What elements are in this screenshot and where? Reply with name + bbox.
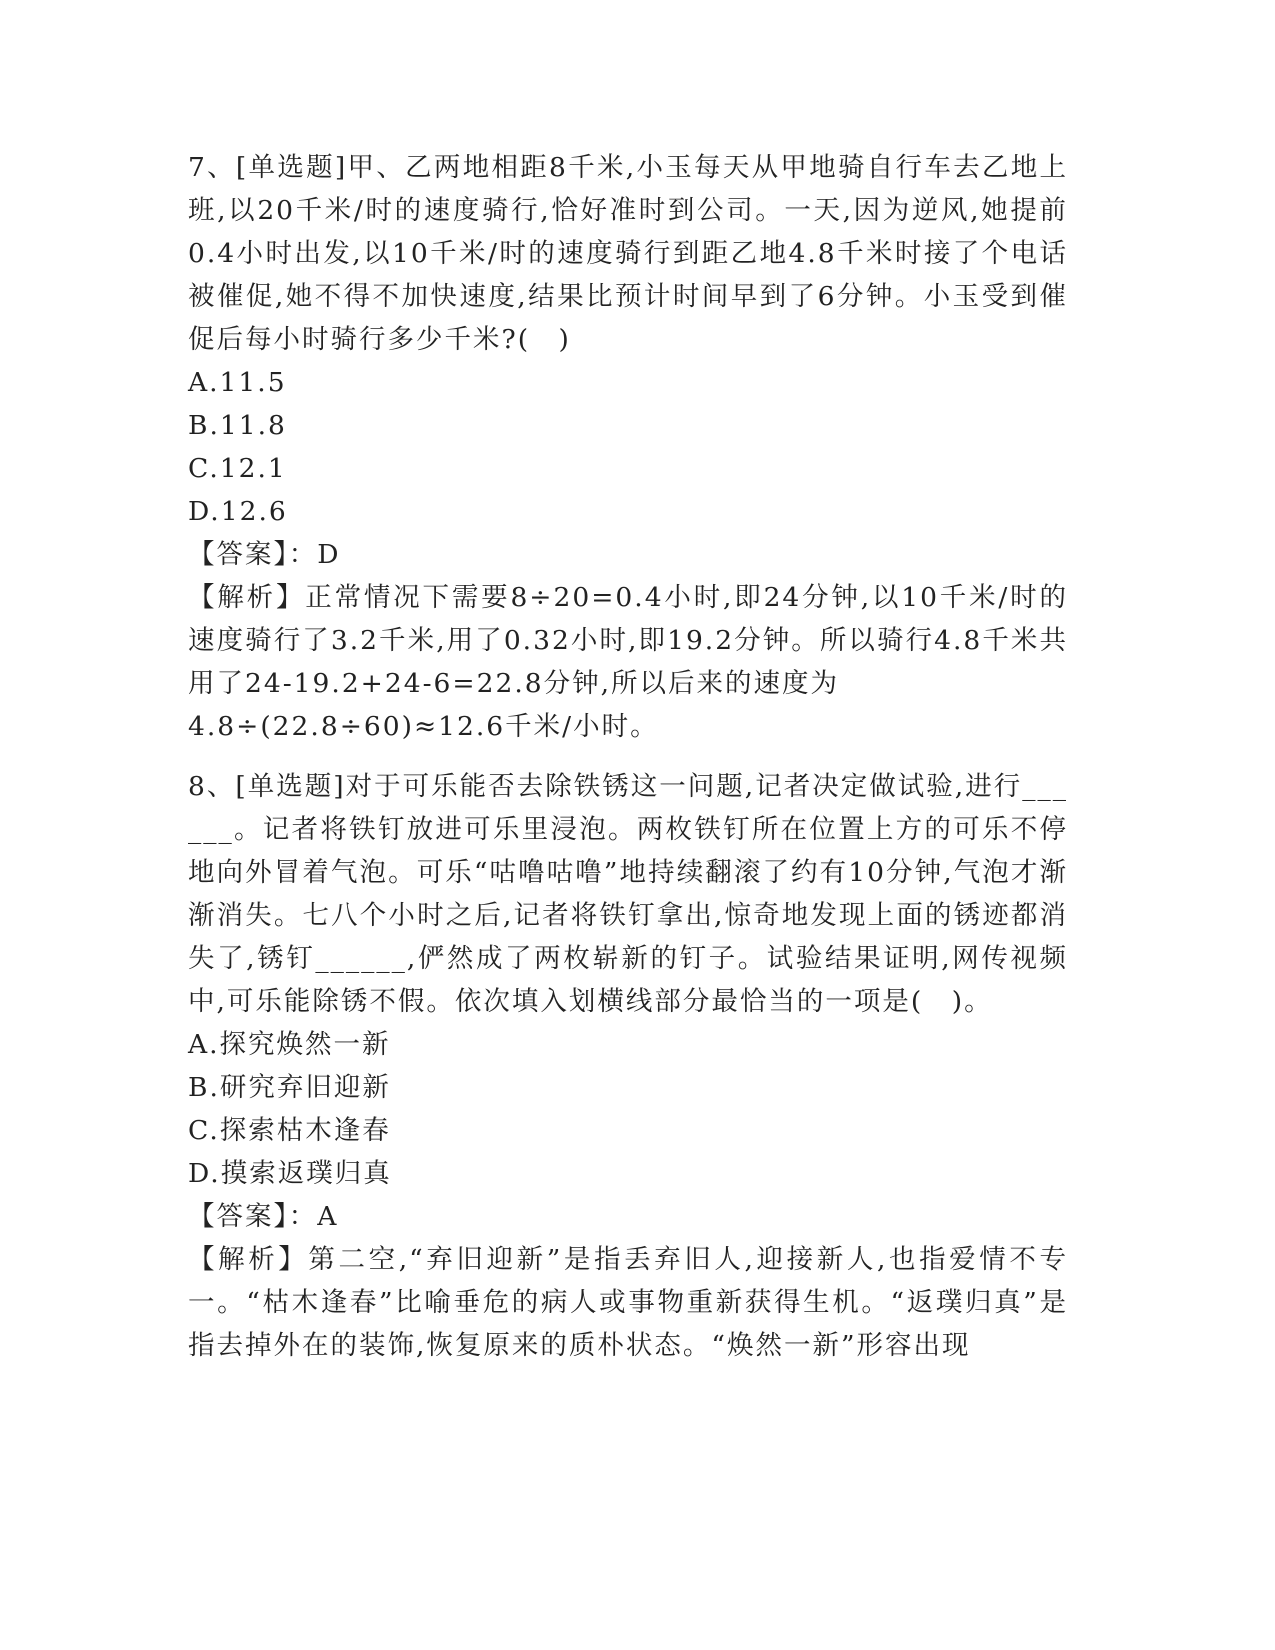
document-page — [188, 146, 1068, 1367]
question-stem: 7、[单选题]甲、乙两地相距8千米,小玉每天从甲地骑自行车去乙地上班,以20千米/时的速度骑行,恰好准时到公司。一天,因为逆风,她提前0.4小时出发,以10千米/时的速度骑行到距乙地4.8千米时接了个电话被催促,她不得不加快速度,结果比预计时间早到了6分钟。小玉受到催促后每小时骑行多少千米?( ) — [188, 152, 1068, 355]
option-c: C.探索枯木逢春 — [188, 1115, 391, 1146]
analysis-tail: 4.8÷(22.8÷60)≈12.6千米/小时。 — [188, 711, 659, 742]
answer: 【答案】：D — [188, 539, 341, 570]
option-b: B.研究弃旧迎新 — [188, 1072, 391, 1103]
question-stem: 8、[单选题]对于可乐能否去除铁锈这一问题,记者决定做试验,进行______。记者将铁钉放进可乐里浸泡。两枚铁钉所在位置上方的可乐不停地向外冒着气泡。可乐“咕噜咕噜”地持续翻滚了约有10分钟,气泡才渐渐消失。七八个小时之后,记者将铁钉拿出,惊奇地发现上面的锈迹都消失了,锈钉______,俨然成了两枚崭新的钉子。试验结果证明,网传视频中,可乐能除锈不假。依次填入划横线部分最恰当的一项是( )。 — [188, 771, 1068, 1017]
option-c: C.12.1 — [188, 453, 287, 484]
option-d: D.12.6 — [188, 496, 288, 527]
option-a: A.11.5 — [188, 367, 287, 398]
question-8 — [188, 765, 1068, 1367]
analysis: 【解析】第二空,“弃旧迎新”是指丢弃旧人,迎接新人,也指爱情不专一。“枯木逢春”比喻垂危的病人或事物重新获得生机。“返璞归真”是指去掉外在的装饰,恢复原来的质朴状态。“焕然一新”形容出现 — [188, 1244, 1068, 1361]
option-d: D.摸索返璞归真 — [188, 1158, 392, 1189]
question-7 — [188, 146, 1068, 748]
question-spacer — [188, 748, 1068, 765]
option-b: B.11.8 — [188, 410, 287, 441]
option-a: A.探究焕然一新 — [188, 1029, 391, 1060]
analysis: 【解析】正常情况下需要8÷20=0.4小时,即24分钟,以10千米/时的速度骑行了3.2千米,用了0.32小时,即19.2分钟。所以骑行4.8千米共用了24-19.2+24-6=22.8分钟,所以后来的速度为 — [188, 582, 1068, 699]
answer: 【答案】：A — [188, 1201, 339, 1232]
